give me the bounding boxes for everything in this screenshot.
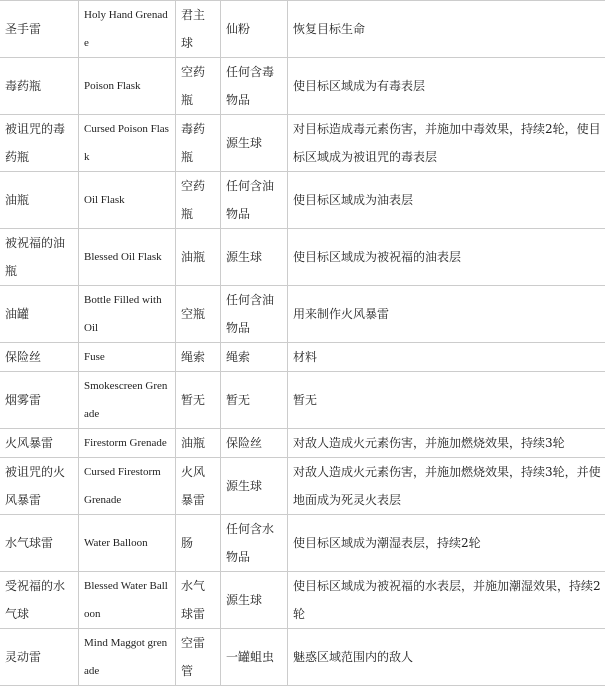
item-name-en: Poison Flask	[79, 58, 176, 115]
table-row	[0, 229, 605, 286]
added-ingredient: 任何含毒物品	[221, 58, 288, 115]
added-ingredient: 任何含油物品	[221, 172, 288, 229]
added-ingredient: 保险丝	[221, 429, 288, 458]
item-effect: 使目标区域成为被祝福的水表层，并施加潮湿效果，持续2轮	[288, 572, 605, 629]
item-name-en: Blessed Oil Flask	[79, 229, 176, 286]
added-ingredient: 源生球	[221, 572, 288, 629]
item-name-cn: 被诅咒的毒药瓶	[0, 115, 79, 172]
base-ingredient: 君主球	[176, 1, 221, 58]
item-effect: 使目标区域成为潮湿表层，持续2轮	[288, 515, 605, 572]
base-ingredient: 毒药瓶	[176, 115, 221, 172]
base-ingredient: 空药瓶	[176, 172, 221, 229]
item-name-en: Holy Hand Grenade	[79, 1, 176, 58]
added-ingredient: 任何含油物品	[221, 286, 288, 343]
item-name-cn: 保险丝	[0, 343, 79, 372]
item-name-en: Bottle Filled with Oil	[79, 286, 176, 343]
item-effect: 对敌人造成火元素伤害，并施加燃烧效果，持续3轮，并使地面成为死灵火表层	[288, 458, 605, 515]
item-name-en: Fuse	[79, 343, 176, 372]
item-name-en: Smokescreen Grenade	[79, 372, 176, 429]
item-name-cn: 圣手雷	[0, 1, 79, 58]
added-ingredient: 任何含水物品	[221, 515, 288, 572]
table-row	[0, 572, 605, 629]
added-ingredient: 一罐蛆虫	[221, 629, 288, 686]
table-row	[0, 115, 605, 172]
item-effect: 对敌人造成火元素伤害，并施加燃烧效果，持续3轮	[288, 429, 605, 458]
table-row	[0, 1, 605, 58]
added-ingredient: 源生球	[221, 229, 288, 286]
base-ingredient: 绳索	[176, 343, 221, 372]
added-ingredient: 绳索	[221, 343, 288, 372]
item-name-en: Cursed Poison Flask	[79, 115, 176, 172]
item-name-en: Water Balloon	[79, 515, 176, 572]
item-name-cn: 毒药瓶	[0, 58, 79, 115]
item-name-cn: 被祝福的油瓶	[0, 229, 79, 286]
base-ingredient: 油瓶	[176, 229, 221, 286]
added-ingredient: 源生球	[221, 458, 288, 515]
table-row	[0, 372, 605, 429]
base-ingredient: 空药瓶	[176, 58, 221, 115]
base-ingredient: 水气球雷	[176, 572, 221, 629]
base-ingredient: 油瓶	[176, 429, 221, 458]
item-effect: 魅惑区域范围内的敌人	[288, 629, 605, 686]
item-name-cn: 火风暴雷	[0, 429, 79, 458]
item-name-en: Cursed Firestorm Grenade	[79, 458, 176, 515]
item-effect: 恢复目标生命	[288, 1, 605, 58]
base-ingredient: 空瓶	[176, 286, 221, 343]
table-row	[0, 58, 605, 115]
item-name-cn: 油罐	[0, 286, 79, 343]
item-name-en: Blessed Water Balloon	[79, 572, 176, 629]
table-row	[0, 458, 605, 515]
added-ingredient: 仙粉	[221, 1, 288, 58]
base-ingredient: 火风暴雷	[176, 458, 221, 515]
added-ingredient: 源生球	[221, 115, 288, 172]
table-row	[0, 343, 605, 372]
added-ingredient: 暂无	[221, 372, 288, 429]
item-name-cn: 灵动雷	[0, 629, 79, 686]
item-name-cn: 水气球雷	[0, 515, 79, 572]
base-ingredient: 肠	[176, 515, 221, 572]
item-effect: 材料	[288, 343, 605, 372]
item-name-en: Oil Flask	[79, 172, 176, 229]
item-effect: 对目标造成毒元素伤害，并施加中毒效果，持续2轮，使目标区域成为被诅咒的毒表层	[288, 115, 605, 172]
item-effect: 用来制作火风暴雷	[288, 286, 605, 343]
item-name-en: Firestorm Grenade	[79, 429, 176, 458]
item-effect: 使目标区域成为油表层	[288, 172, 605, 229]
item-name-en: Mind Maggot grenade	[79, 629, 176, 686]
item-effect: 使目标区域成为被祝福的油表层	[288, 229, 605, 286]
item-name-cn: 油瓶	[0, 172, 79, 229]
table-row	[0, 172, 605, 229]
item-name-cn: 烟雾雷	[0, 372, 79, 429]
base-ingredient: 暂无	[176, 372, 221, 429]
item-effect: 使目标区域成为有毒表层	[288, 58, 605, 115]
item-name-cn: 被诅咒的火风暴雷	[0, 458, 79, 515]
table-row	[0, 515, 605, 572]
item-effect: 暂无	[288, 372, 605, 429]
table-row	[0, 286, 605, 343]
base-ingredient: 空雷管	[176, 629, 221, 686]
table-row	[0, 429, 605, 458]
item-name-cn: 受祝福的水气球	[0, 572, 79, 629]
table-row	[0, 629, 605, 686]
